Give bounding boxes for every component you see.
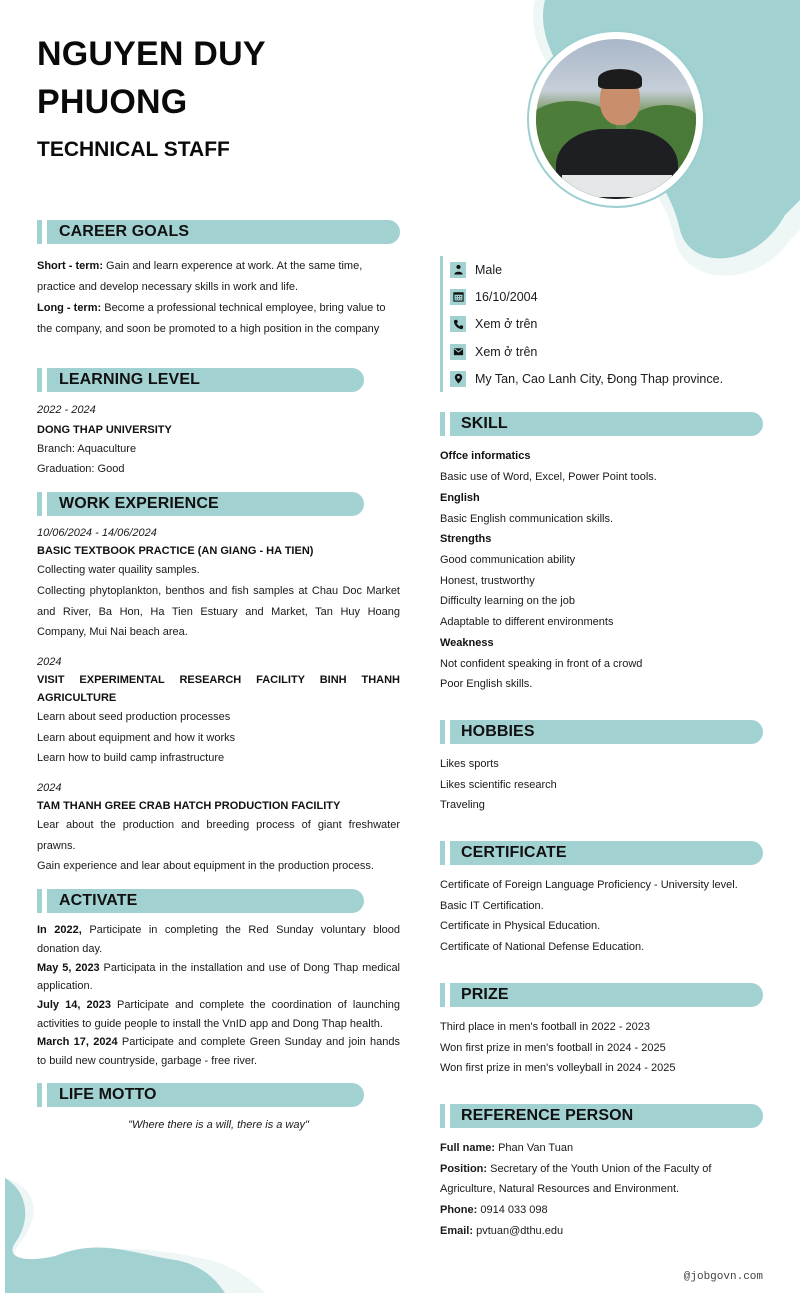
contact-address: My Tan, Cao Lanh City, Đong Thap province.: [450, 365, 763, 392]
hobby-item: Traveling: [440, 799, 485, 812]
contact-gender: Male: [450, 256, 763, 283]
avatar-photo: [536, 39, 696, 199]
certificate-item: Certificate of National Defense Education.: [440, 941, 645, 954]
section-header-hobbies: HOBBIES: [440, 720, 763, 744]
school-name: DONG THAP UNIVERSITY: [37, 423, 172, 436]
activity-item: In 2022, Participate in completing the Red Sunday voluntary blood donation day.: [37, 924, 400, 955]
activity-item: March 17, 2024 Participate and complete Green Sunday and join hands to build new countryside, garbage - free river.: [37, 1036, 400, 1068]
calendar-icon: [450, 289, 466, 305]
learning-period: 2022 - 2024: [37, 404, 96, 416]
learning-branch: Branch: Aquaculture: [37, 442, 137, 455]
skill-item: Basic use of Word, Excel, Power Point tools.: [440, 471, 657, 484]
activity-item: May 5, 2023 Participata in the installation and use of Dong Thap medical application.: [37, 961, 401, 993]
skill-item: Adaptable to different environments: [440, 616, 614, 629]
skill-heading: Offce informatics: [440, 450, 531, 463]
prize-item: Won first prize in men's football in 2024 - 2025: [440, 1041, 666, 1054]
section-header-reference-person: REFERENCE PERSON: [440, 1104, 763, 1128]
reference-phone: Phone: 0914 033 098: [440, 1204, 548, 1217]
skill-item: Difficulty learning on the job: [440, 595, 575, 608]
work-name: BASIC TEXTBOOK PRACTICE (AN GIANG - HA TIEN): [37, 545, 314, 558]
email-icon: [450, 344, 466, 360]
decorative-blob-bottom: [0, 1178, 265, 1293]
phone-icon: [450, 316, 466, 332]
section-header-prize: PRIZE: [440, 983, 763, 1007]
right-column: [440, 256, 763, 1241]
work-line: Lear about the production and breeding process of giant freshwater prawns.: [37, 819, 400, 852]
skill-heading: Weakness: [440, 636, 494, 649]
career-goal-short: Short - term: Gain and learn experence at work. At the same time, practice and develop necessary skills in work and life.: [37, 260, 363, 293]
skill-heading: Strengths: [440, 533, 492, 546]
section-header-activate: ACTIVATE: [37, 889, 364, 913]
activity-item: July 14, 2023 Participate and complete the coordination of launching activities to guide people to install the VnID app and Dong Thap health.: [37, 998, 401, 1030]
work-period: 2024: [37, 782, 62, 795]
career-goal-long: Long - term: Become a professional technical employee, bring value to the company, and soon be promoted to a high position in the company: [37, 302, 386, 335]
skill-item: Honest, trustworthy: [440, 574, 535, 587]
work-period: 2024: [37, 655, 62, 668]
work-item: [37, 524, 400, 643]
skill-heading: English: [440, 491, 480, 504]
work-line: Learn about seed production processes: [37, 710, 231, 723]
contact-email[interactable]: Xem ở trên: [450, 338, 763, 365]
section-header-work-experience: WORK EXPERIENCE: [37, 492, 364, 516]
reference-position: Position: Secretary of the Youth Union of the Faculty of Agriculture, Natural Resources and Environment.: [440, 1162, 712, 1196]
person-icon: [450, 262, 466, 278]
work-line: Learn how to build camp infrastructure: [37, 752, 225, 765]
section-header-certificate: CERTIFICATE: [440, 841, 763, 865]
hobby-item: Likes scientific research: [440, 778, 557, 791]
location-pin-icon: [450, 371, 466, 387]
learning-graduation: Graduation: Good: [37, 463, 125, 476]
section-header-career-goals: CAREER GOALS: [37, 220, 400, 244]
section-header-skill: SKILL: [440, 412, 763, 436]
section-header-life-motto: LIFE MOTTO: [37, 1083, 364, 1107]
work-line: Collecting phytoplankton, benthos and fish samples at Chau Doc Market and River, Ba Hon, Ha Tien Estuary and Market, Tan Huy Hoang Company, Mui Nai beach area.: [37, 584, 400, 639]
section-header-learning-level: LEARNING LEVEL: [37, 368, 364, 392]
prize-item: Third place in men's football in 2022 - 2023: [440, 1020, 651, 1033]
skill-item: Good communication ability: [440, 554, 576, 566]
skill-item: Not confident speaking in front of a crowd: [440, 657, 643, 670]
skill-item: Poor English skills.: [440, 678, 533, 691]
life-motto-quote: "Where there is a will, there is a way": [128, 1118, 309, 1131]
reference-name: Full name: Phan Van Tuan: [440, 1141, 574, 1154]
work-item: [37, 779, 400, 877]
hobby-item: Likes sports: [440, 757, 499, 770]
contact-phone[interactable]: Xem ở trên: [450, 311, 763, 338]
reference-email: Email: pvtuan@dthu.edu: [440, 1224, 564, 1237]
contact-info: [440, 256, 763, 392]
work-period: 10/06/2024 - 14/06/2024: [37, 527, 157, 540]
candidate-name: NGUYEN DUY PHUONG: [37, 35, 266, 121]
work-line: Gain experience and lear about equipment in the production process.: [37, 860, 374, 873]
left-column: [37, 220, 400, 1135]
prize-item: Won first prize in men's volleyball in 2024 - 2025: [440, 1062, 676, 1075]
certificate-item: Certificate of Foreign Language Proficiency - University level.: [440, 879, 738, 892]
certificate-item: Certificate in Physical Education.: [440, 920, 601, 933]
contact-birthday: 16/10/2004: [450, 283, 763, 310]
work-name: TAM THANH GREE CRAB HATCH PRODUCTION FACILITY: [37, 800, 341, 813]
avatar-frame: [527, 30, 705, 208]
work-item: [37, 653, 400, 769]
certificate-item: Basic IT Certification.: [440, 899, 544, 912]
work-line: Learn about equipment and how it works: [37, 731, 236, 744]
job-title: TECHNICAL STAFF: [37, 138, 230, 161]
work-line: Collecting water quaility samples.: [37, 564, 200, 577]
work-name: VISIT EXPERIMENTAL RESEARCH FACILITY BINH THANH AGRICULTURE: [37, 673, 400, 704]
skill-item: Basic English communication skills.: [440, 512, 614, 525]
watermark: @jobgovn.com: [683, 1271, 763, 1283]
